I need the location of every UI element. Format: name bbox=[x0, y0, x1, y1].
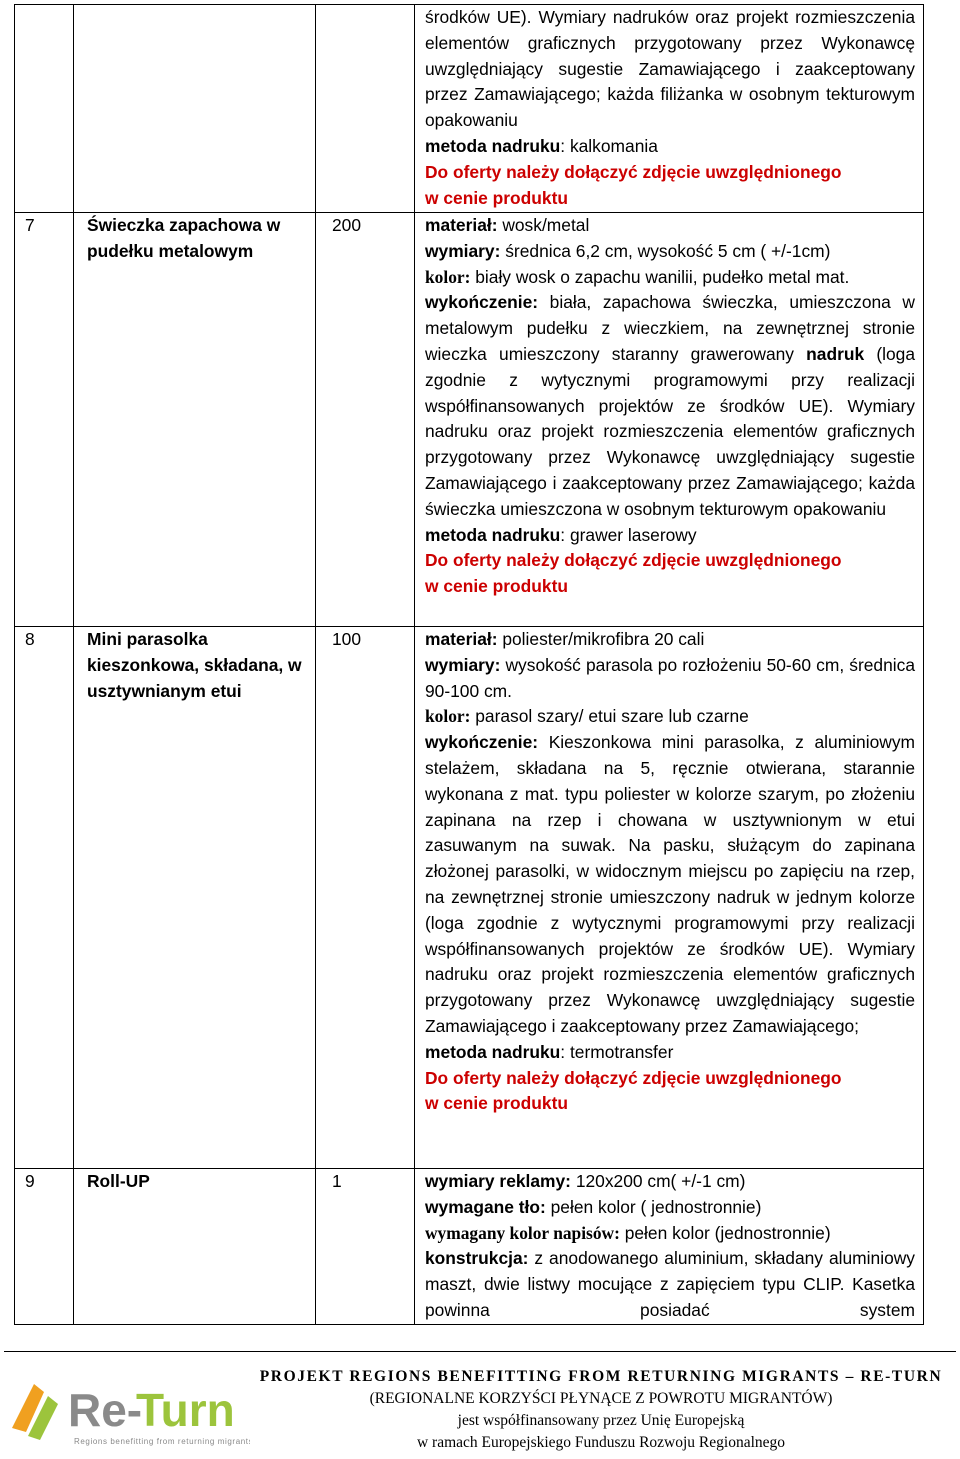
cell-number: 9 bbox=[15, 1169, 74, 1325]
table-row-7 bbox=[15, 213, 924, 627]
logo-tagline: Regions benefitting from returning migrants bbox=[74, 1437, 250, 1446]
cell-name: Mini parasolka kieszonkowa, składana, w usztywnianym etui bbox=[74, 627, 316, 1169]
footer-fund: w ramach Europejskiego Funduszu Rozwoju Regionalnego bbox=[416, 1434, 786, 1451]
cell-description bbox=[415, 5, 924, 213]
offer-note: Do oferty należy dołączyć zdjęcie uwzględnionego w cenie produktu bbox=[425, 550, 842, 597]
re-turn-logo bbox=[4, 1366, 250, 1454]
cell-name: Roll-UP bbox=[74, 1169, 316, 1325]
construction-paragraph: konstrukcja: z anodowanego aluminium, składany aluminiowy maszt, dwie listwy mocujące z zapięciem typu CLIP. Kasetka powinna posiadać system bbox=[425, 1248, 915, 1320]
finish-paragraph: wykończenie: Kieszonkowa mini parasolka, z aluminiowym stelażem, składana na 5, ręcznie otwierana, starannie wykonana z mat. typu poliester w kolorze szarym, po złożeniu zapinana na rzep i chowana w usztywnionym w etui zasuwanym na suwak. Na pasku, służącym do zapinana złożonej parasolki, w widocznym miejscu po zapięciu na rzep, na zewnętrznej stronie umieszczony nadruk w jednym kolorze (loga zgodnie z wytycznymi programowymi przy realizacji współfinansowanych projektów ze środków UE). Wymiary nadruku oraz projekt rozmieszczenia elementów graficznych przygotowany przez Wykonawcę uwzględniający sugestie Zamawiającego i zaakceptowany przez Zamawiającego; bbox=[425, 732, 915, 1036]
specification-table bbox=[14, 4, 924, 1325]
color-line: kolor: parasol szary/ etui szare lub czarne bbox=[425, 706, 749, 727]
cell-quantity bbox=[316, 5, 415, 213]
dimensions-line: wymiary: średnica 6,2 cm, wysokość 5 cm ( +/-1cm) bbox=[425, 240, 831, 261]
finish-paragraph: wykończenie: biała, zapachowa świeczka, umieszczona w metalowym pudełku z wieczkiem, na zewnętrznej stronie wieczka umieszczony staranny grawerowany nadruk (loga zgodnie z wytycznymi programowymi przy realizacji współfinansowanych projektów ze środków UE). Wymiary nadruku oraz projekt rozmieszczenia elementów graficznych przygotowany przez Wykonawcę uwzględniający sugestie Zamawiającego i zaakceptowany przez Zamawiającego; każda świeczka umieszczona w osobnym tekturowym opakowaniu bbox=[425, 292, 915, 519]
color-line: kolor: biały wosk o zapachu wanilii, pudełko metal mat. bbox=[425, 266, 850, 287]
cell-number: 7 bbox=[15, 213, 74, 627]
footer-project-subtitle: (REGIONALNE KORZYŚCI PŁYNĄCE Z POWROTU MIGRANTÓW) bbox=[369, 1390, 833, 1407]
table-row-8 bbox=[15, 627, 924, 1169]
footer-project-title: PROJEKT REGIONS BENEFITTING FROM RETURNING MIGRANTS – RE-TURN bbox=[259, 1368, 943, 1385]
dimensions-line: wymiary reklamy: 120x200 cm( +/-1 cm) bbox=[425, 1171, 746, 1191]
cell-quantity: 1 bbox=[316, 1169, 415, 1325]
cell-description bbox=[415, 1169, 924, 1325]
cell-description bbox=[415, 213, 924, 627]
cell-description bbox=[415, 627, 924, 1169]
offer-note: Do oferty należy dołączyć zdjęcie uwzględnionego w cenie produktu bbox=[425, 1067, 842, 1114]
cell-number: 8 bbox=[15, 627, 74, 1169]
footer-divider bbox=[4, 1351, 956, 1352]
offer-note: Do oferty należy dołączyć zdjęcie uwzględnionego w cenie produktu bbox=[425, 161, 842, 208]
print-method: metoda nadruku: grawer laserowy bbox=[425, 524, 697, 545]
footer-cofinanced: jest współfinansowany przez Unię Europejską bbox=[457, 1412, 745, 1429]
footer-text bbox=[258, 1366, 944, 1454]
print-method: metoda nadruku: termotransfer bbox=[425, 1041, 674, 1062]
cell-name: Świeczka zapachowa w pudełku metalowym bbox=[74, 213, 316, 627]
cell-quantity: 200 bbox=[316, 213, 415, 627]
text-color-line: wymagany kolor napisów: pełen kolor (jednostronnie) bbox=[425, 1222, 831, 1243]
table-row-continuation bbox=[15, 5, 924, 213]
logo-text-turn: Turn bbox=[136, 1384, 235, 1436]
background-line: wymagane tło: pełen kolor ( jednostronnie) bbox=[425, 1196, 762, 1217]
table-row-9 bbox=[15, 1169, 924, 1325]
print-method: metoda nadruku: kalkomania bbox=[425, 135, 658, 156]
material-line: materiał: wosk/metal bbox=[425, 215, 590, 235]
dimensions-line: wymiary: wysokość parasola po rozłożeniu 50-60 cm, średnica 90-100 cm. bbox=[425, 654, 915, 701]
cell-name bbox=[74, 5, 316, 213]
re-turn-logo-graphic bbox=[4, 1366, 250, 1454]
description-paragraph: środków UE). Wymiary nadruków oraz projekt rozmieszczenia elementów graficznych przygotowany przez Wykonawcę uwzględniający sugestie Zamawiającego i zaakceptowany przez Zamawiającego; każda filiżanka w osobnym tekturowym opakowaniu bbox=[425, 7, 915, 131]
cell-number bbox=[15, 5, 74, 213]
logo-text-re: Re- bbox=[68, 1384, 143, 1436]
cell-quantity: 100 bbox=[316, 627, 415, 1169]
material-line: materiał: poliester/mikrofibra 20 cali bbox=[425, 629, 705, 649]
